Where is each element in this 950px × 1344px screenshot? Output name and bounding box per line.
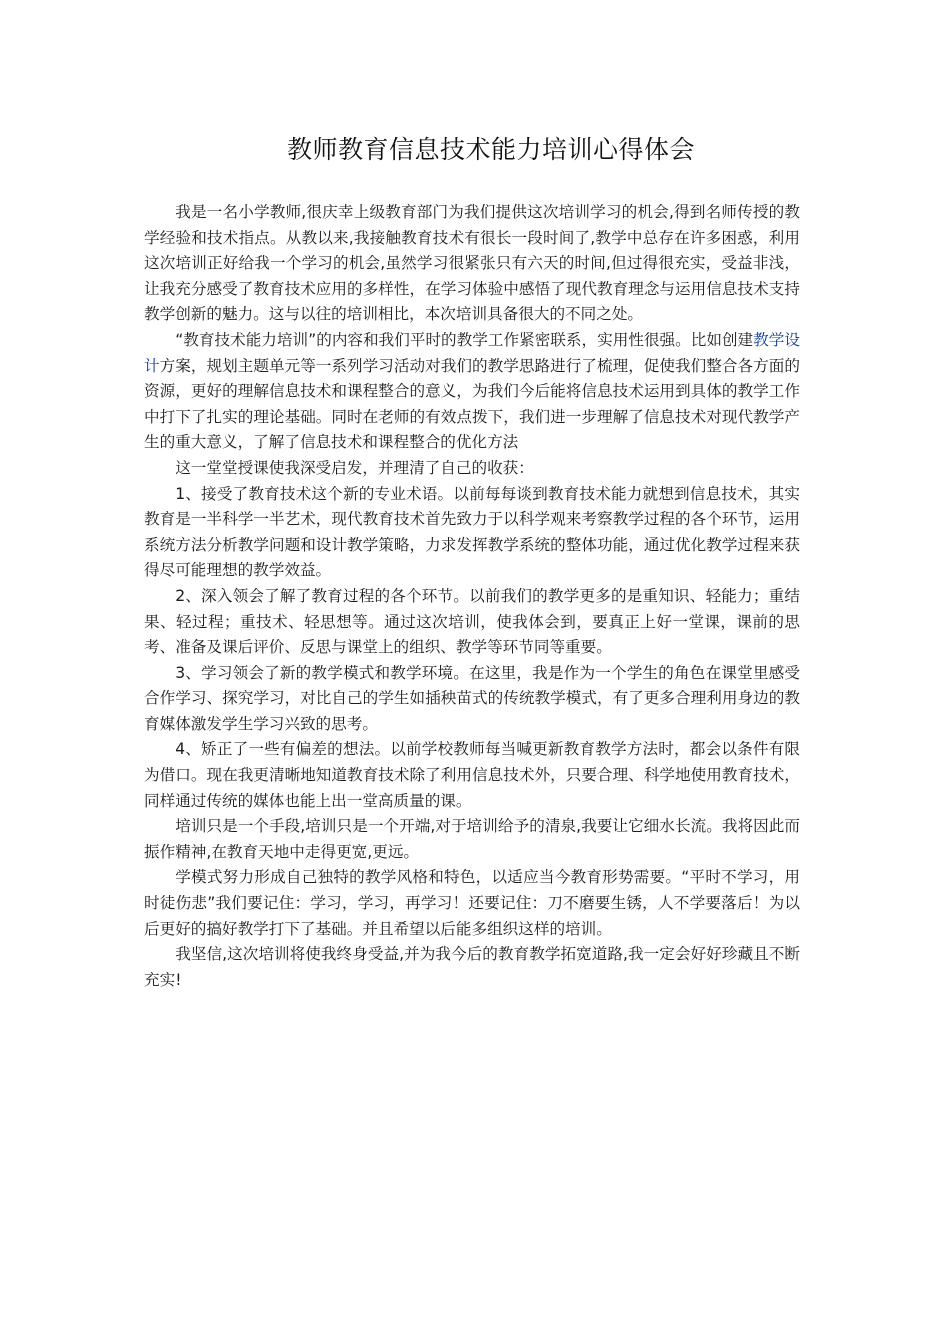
paragraph-teaching-style: 学模式努力形成自己独特的教学风格和特色，以适应当今教育形势需要。“平时不学习，用时徒伤悲”我们要记住：学习，学习，再学习！还要记住：刀不磨要生锈，人不学要落后！为以后更好的搞好教学打下了基础。并且希望以后能多组织这样的培训。	[144, 868, 800, 938]
paragraph-gains-intro: 这一堂堂授课使我深受启发，并理清了自己的收获：	[175, 458, 534, 477]
paragraph-point-1: 1、接受了教育技术这个新的专业术语。以前每每谈到教育技术能力就想到信息技术，其实教育是一半科学一半艺术，现代教育技术首先致力于以科学观来考察教学过程的各个环节，运用系统方法分析教学问题和设计教学策略，力求发挥教学系统的整体功能，通过优化教学过程来获得尽可能理想的教学效益。	[144, 484, 800, 580]
paragraph-training-content	[144, 328, 800, 456]
paragraph-training-means: 培训只是一个手段,培训只是一个开端,对于培训给予的清泉,我要让它细水长流。我将因此而振作精神,在教育天地中走得更宽,更远。	[144, 817, 800, 861]
paragraph-point-2: 2、深入领会了解了教育过程的各个环节。以前我们的教学更多的是重知识、轻能力；重结果、轻过程；重技术、轻思想等。通过这次培训，使我体会到，要真正上好一堂课，课前的思考、准备及课后评价、反思与课堂上的组织、教学等环节同等重要。	[144, 586, 800, 657]
paragraph-point-4: 4、矫正了一些有偏差的想法。以前学校教师每当喊更新教育教学方法时，都会以条件有限为借口。现在我更清晰地知道教育技术除了利用信息技术外，只要合理、科学地使用教育技术，同样通过传统的媒体也能上出一堂高质量的课。	[144, 740, 800, 810]
paragraph-text: 方案，规划主题单元等一系列学习活动对我们的教学思路进行了梳理，促使我们整合各方面的资源，更好的理解信息技术和课程整合的意义，为我们今后能将信息技术运用到具体的教学工作中打下了扎实的理论基础。同时在老师的有效点拨下，我们进一步理解了信息技术对现代教学产生的重大意义，了解了信息技术和课程整合的优化方法	[144, 356, 800, 452]
paragraph-text: “教育技术能力培训”的内容和我们平时的教学工作紧密联系，实用性很强。比如创建	[175, 330, 754, 349]
paragraph-point-3: 3、学习领会了新的教学模式和教学环境。在这里，我是作为一个学生的角色在课堂里感受合作学习、探究学习，对比自己的学生如插秧苗式的传统教学模式，有了更多合理利用身边的教育媒体激发学生学习兴致的思考。	[144, 663, 800, 733]
paragraph-conclusion: 我坚信,这次培训将使我终身受益,并为我今后的教育教学拓宽道路,我一定会好好珍藏且不断充实!	[144, 945, 800, 989]
teaching-design-link[interactable]: 教学设计	[144, 330, 800, 375]
page-title: 教师教育信息技术能力培训心得体会	[286, 135, 695, 164]
paragraph-intro: 我是一名小学教师,很庆幸上级教育部门为我们提供这次培训学习的机会,得到名师传授的教学经验和技术指点。从教以来,我接触教育技术有很长一段时间了,教学中总存在许多困惑，利用这次培训正好给我一个学习的机会,虽然学习很紧张只有六天的时间,但过得很充实，受益非浅，让我充分感受了教育技术应用的多样性，在学习体验中感悟了现代教育理念与运用信息技术支持教学创新的魅力。这与以往的培训相比，本次培训具备很大的不同之处。	[144, 203, 800, 324]
document-body	[144, 200, 800, 993]
